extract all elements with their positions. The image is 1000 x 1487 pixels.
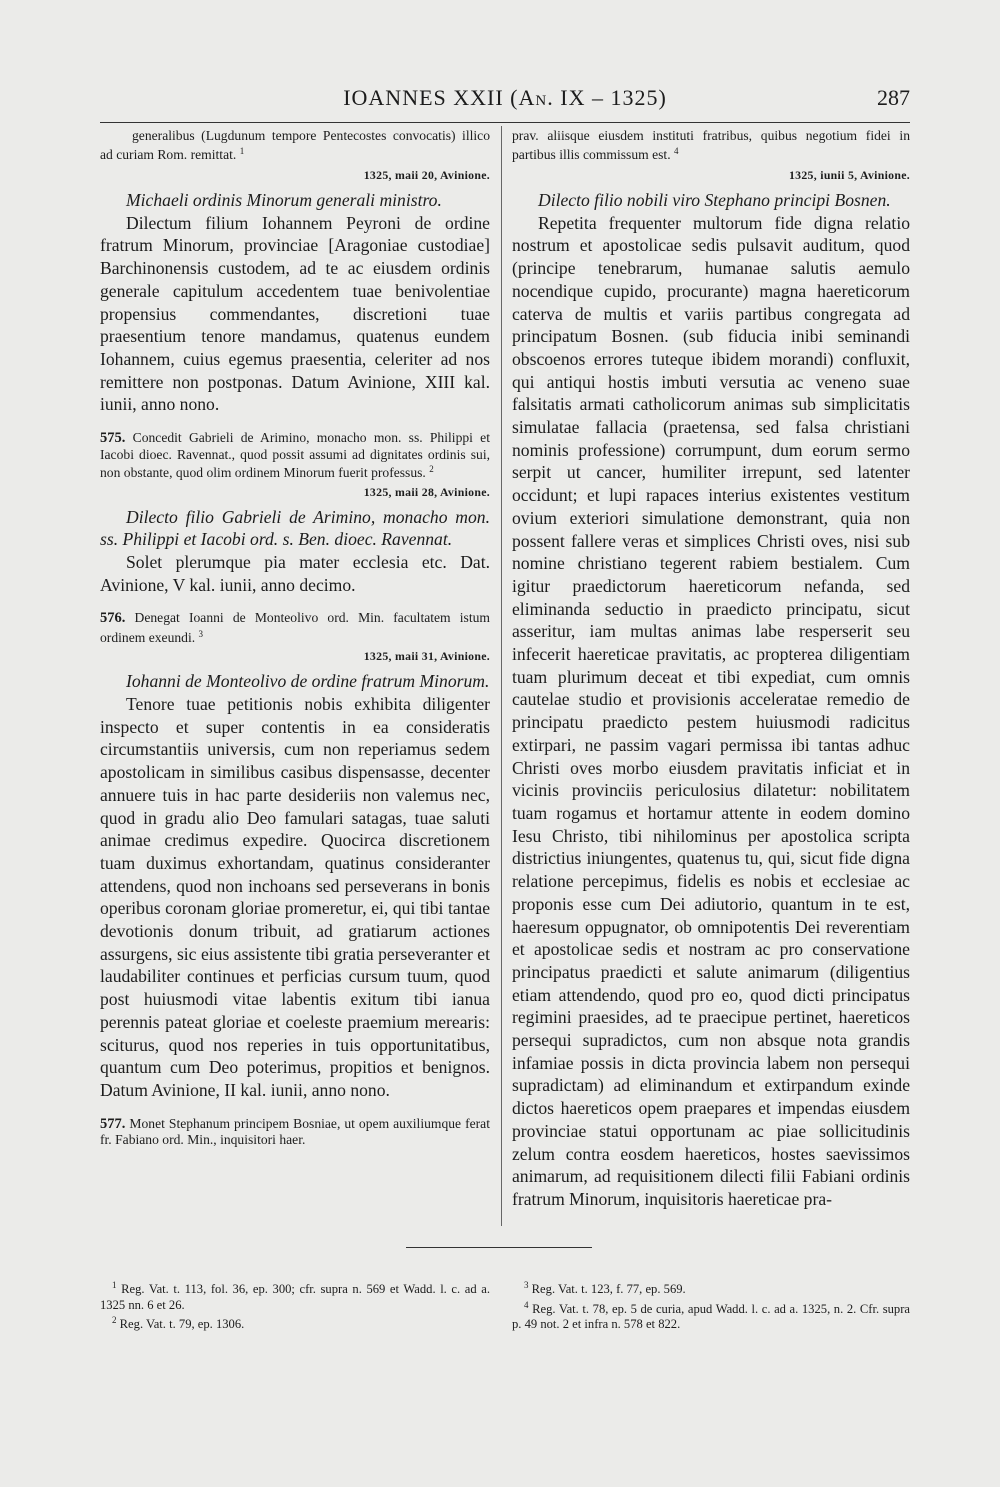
footnote: $^4$ Reg. Vat. t. 78, ep. 5 de curia, apud Wadd. l. c. ad a. 1325, n. 2. Cfr. supra p. 49 not. 2 et infra n. 578 et 822.	[512, 1299, 910, 1331]
entry-number: 577.	[100, 1115, 126, 1132]
continued-summary: prav. aliisque eiusdem instituti fratribus, quibus negotium fidei in partibus illis commissum est. $^4$	[512, 128, 910, 162]
letter-text: Tenore tuae petitionis nobis exhibita diligenter inspecto et super contentis in ea consideratis circumstantiis universis, cum non reperiamus sedem apostolicam in similibus casibus dispensasse, decenter annuere tuis in hac parte desideriis non valemus nec, quod in gradu alio Deo famulari satagas, tuae saluti animae credimus expedire. Quocirca discretionem tuam duximus exhortandam, quatinus consideranter attendens, quod non inchoans sed perseverans in bonis operibus coronam gloriae promeretur, ei, qui tibi tantae devotionis donum tribuit, ad gratiarum actiones assurgens, sic eius assistente tibi gratia perseveranter et laudabiliter continues et perficias cursum tuum, quod post huiusmodi vitae labentis exitum tibi ianua perennis pateat gloriae et coeleste praemium merearis: sciturus, quod nos reperies in tuis opportunitatibus, quantum cum Deo poterimus, propitios et benignos. Datum Avinione, II kal. iunii, anno nono.	[100, 694, 490, 1100]
letter-address: Dilecto filio Gabrieli de Arimino, monacho mon. ss. Philippi et Iacobi ord. s. Ben. dioec. Ravennat.	[100, 506, 490, 550]
footnote: $^1$ Reg. Vat. t. 113, fol. 36, ep. 300; cfr. supra n. 569 et Wadd. l. c. ad a. 1325 nn. 6 et 26.	[100, 1280, 490, 1312]
letter-date: 1325, maii 20, Avinione.	[363, 168, 490, 182]
letter-text: Dilectum filium Iohannem Peyroni de ordine fratrum Minorum, provinciae [Aragoniae custodiae] Barchinonensis custodem, ad te ac eiusdem ordinis generale capitulum accedentem tuae benivolentiae propensius commendantes, discretioni tuae praesentium tenore mandamus, quatenus eundem Iohannem, cuius egemus praesentia, celeriter ad nos remittere non postponas. Datum Avinione, XIII kal. iunii, anno nono.	[100, 212, 490, 415]
letter-date: 1325, iunii 5, Avinione.	[788, 168, 910, 182]
letter-text: Repetita frequenter multorum fide digna relatio nostrum et apostolicae sedis pulsavit auditum, quod (principe tenebrarum, humanae salutis aemulo nocendique cupido, procurante) magna haereticorum caterva de multis et variis partibus congregata ad principatum Bosnen. (sub fiducia inibi seminandi obscoenos errores tuteque ibidem morandi) confluxit, qui antiqui hostis imbuti versutia ac veneno suae falsitatis armati catholicorum animas sub simplicitatis simulatae fallacia (praetensa, sed falsa christiani nominis professione) corrumpunt, dum eorum sermo serpit ut cancer, humiliter irrepunt, sed latenter occidunt; et lupi rapaces interius existentes vestitum ovium exteriori simulatione demonstrant, quia non possent fallere veras et simplices Christi oves, nisi sub nomine christiano tegerent rabiem bestialem. Cum igitur praedictorum haereticorum nefanda, sed eliminanda seductio in praedicto principatu, sicut asseritur, iam multas animas labe resperserit seu infecerit haereticae pravitatis, ac propterea diligentiam tuam plurimum deceat et tibi expediat, cum omnis cautelae studio et provisionis acceleratae remedio de principatu praedicto pestem huiusmodi radicitus extirpari, ne passim vagari permissa ibi tantas adhuc Christi oves morbo eiusdem pravitatis inficiat et in vicinis provinciis periculosius dilatetur: nobilitatem tuam rogamus et hortamur attente in eodem domino Iesu Christo, tibi nihilominus per apostolica scripta districtius iniungentes, quatenus tu, qui, sicut fide digna relatione percepimus, fidelis es nobis et ecclesiae ac proponis esse cum Dei adiutorio, quantum in te est, haeresum oppugnator, ob omnipotentis Dei reverentiam et apostolicae sedis et nostram ac pro conservatione principatus praedicti et salute animarum (diligentius etiam attendendo, quod pro eo, quod dicti principatus regimini praesides, ad te praecipue pertinet, haereticos persequi supradictos, cum non absque nota grandis infamiae possis in dicta provincia labem non persequi supradictam) ad eliminandum et extirpandum exinde dictos haereticos opem praepares et impendas eiusdem provinciae statui opportunam ac piae sollicitudinis zelum contra eosdem haereticos, hostes saevissimos animarum, ad requisitionem dilecti filii Fabiani ordinis fratrum Minorum, inquisitoris haereticae pra-	[512, 212, 910, 1209]
letter-text: Solet plerumque pia mater ecclesia etc. Dat. Avinione, V kal. iunii, anno decimo.	[100, 551, 490, 595]
footnote: $^3$ Reg. Vat. t. 123, f. 77, ep. 569.	[524, 1280, 686, 1296]
letter-address: Iohanni de Monteolivo de ordine fratrum Minorum.	[126, 671, 490, 692]
footnote-mark: 1	[239, 145, 245, 156]
column-divider	[501, 126, 502, 1226]
footnotes-left	[100, 1278, 490, 1333]
continued-summary: generalibus (Lugdunum tempore Pentecostes convocatis) illico ad curiam Rom. remittat. $^1$	[100, 128, 490, 162]
entry-576-summary: 576. Denegat Ioanni de Monteolivo ord. Min. facultatem istum ordinem exeundi. $^3$	[100, 610, 490, 645]
letter-date: 1325, maii 31, Avinione.	[363, 649, 490, 664]
entry-577-summary: 577. Monet Stephanum principem Bosniae, ut opem auxiliumque ferat fr. Fabiano ord. Min., inquisitori haer.	[100, 1115, 490, 1148]
page-number: 287	[877, 85, 910, 110]
letter-address: Michaeli ordinis Minorum generali ministro.	[126, 190, 442, 210]
letter-date: 1325, maii 28, Avinione.	[363, 484, 490, 499]
footnote-mark: 4	[674, 145, 679, 156]
entry-number: 576.	[100, 610, 126, 627]
left-column	[100, 128, 490, 1148]
letter-address: Dilecto filio nobili viro Stephano principi Bosnen.	[538, 190, 891, 210]
header-rule	[100, 122, 910, 123]
footnote-rule	[406, 1247, 592, 1248]
page-header	[100, 82, 910, 122]
footnote-mark: 2	[429, 464, 434, 475]
right-column	[512, 128, 910, 1211]
footnote-mark: 3	[198, 628, 204, 639]
footnote: $^2$ Reg. Vat. t. 79, ep. 1306.	[112, 1315, 245, 1331]
running-head: IOANNES XXII (AN. IX – 1325)	[343, 85, 667, 110]
entry-number: 575.	[100, 430, 126, 447]
footnotes-right	[512, 1278, 910, 1333]
entry-575-summary: 575. Concedit Gabrieli de Arimino, monacho mon. ss. Philippi et Iacobi dioec. Ravennat., quod possit assumi ad dignitates ordinis sui, non obstante, quod olim ordinem Minorum fuerit professus. $^2$	[100, 430, 490, 481]
